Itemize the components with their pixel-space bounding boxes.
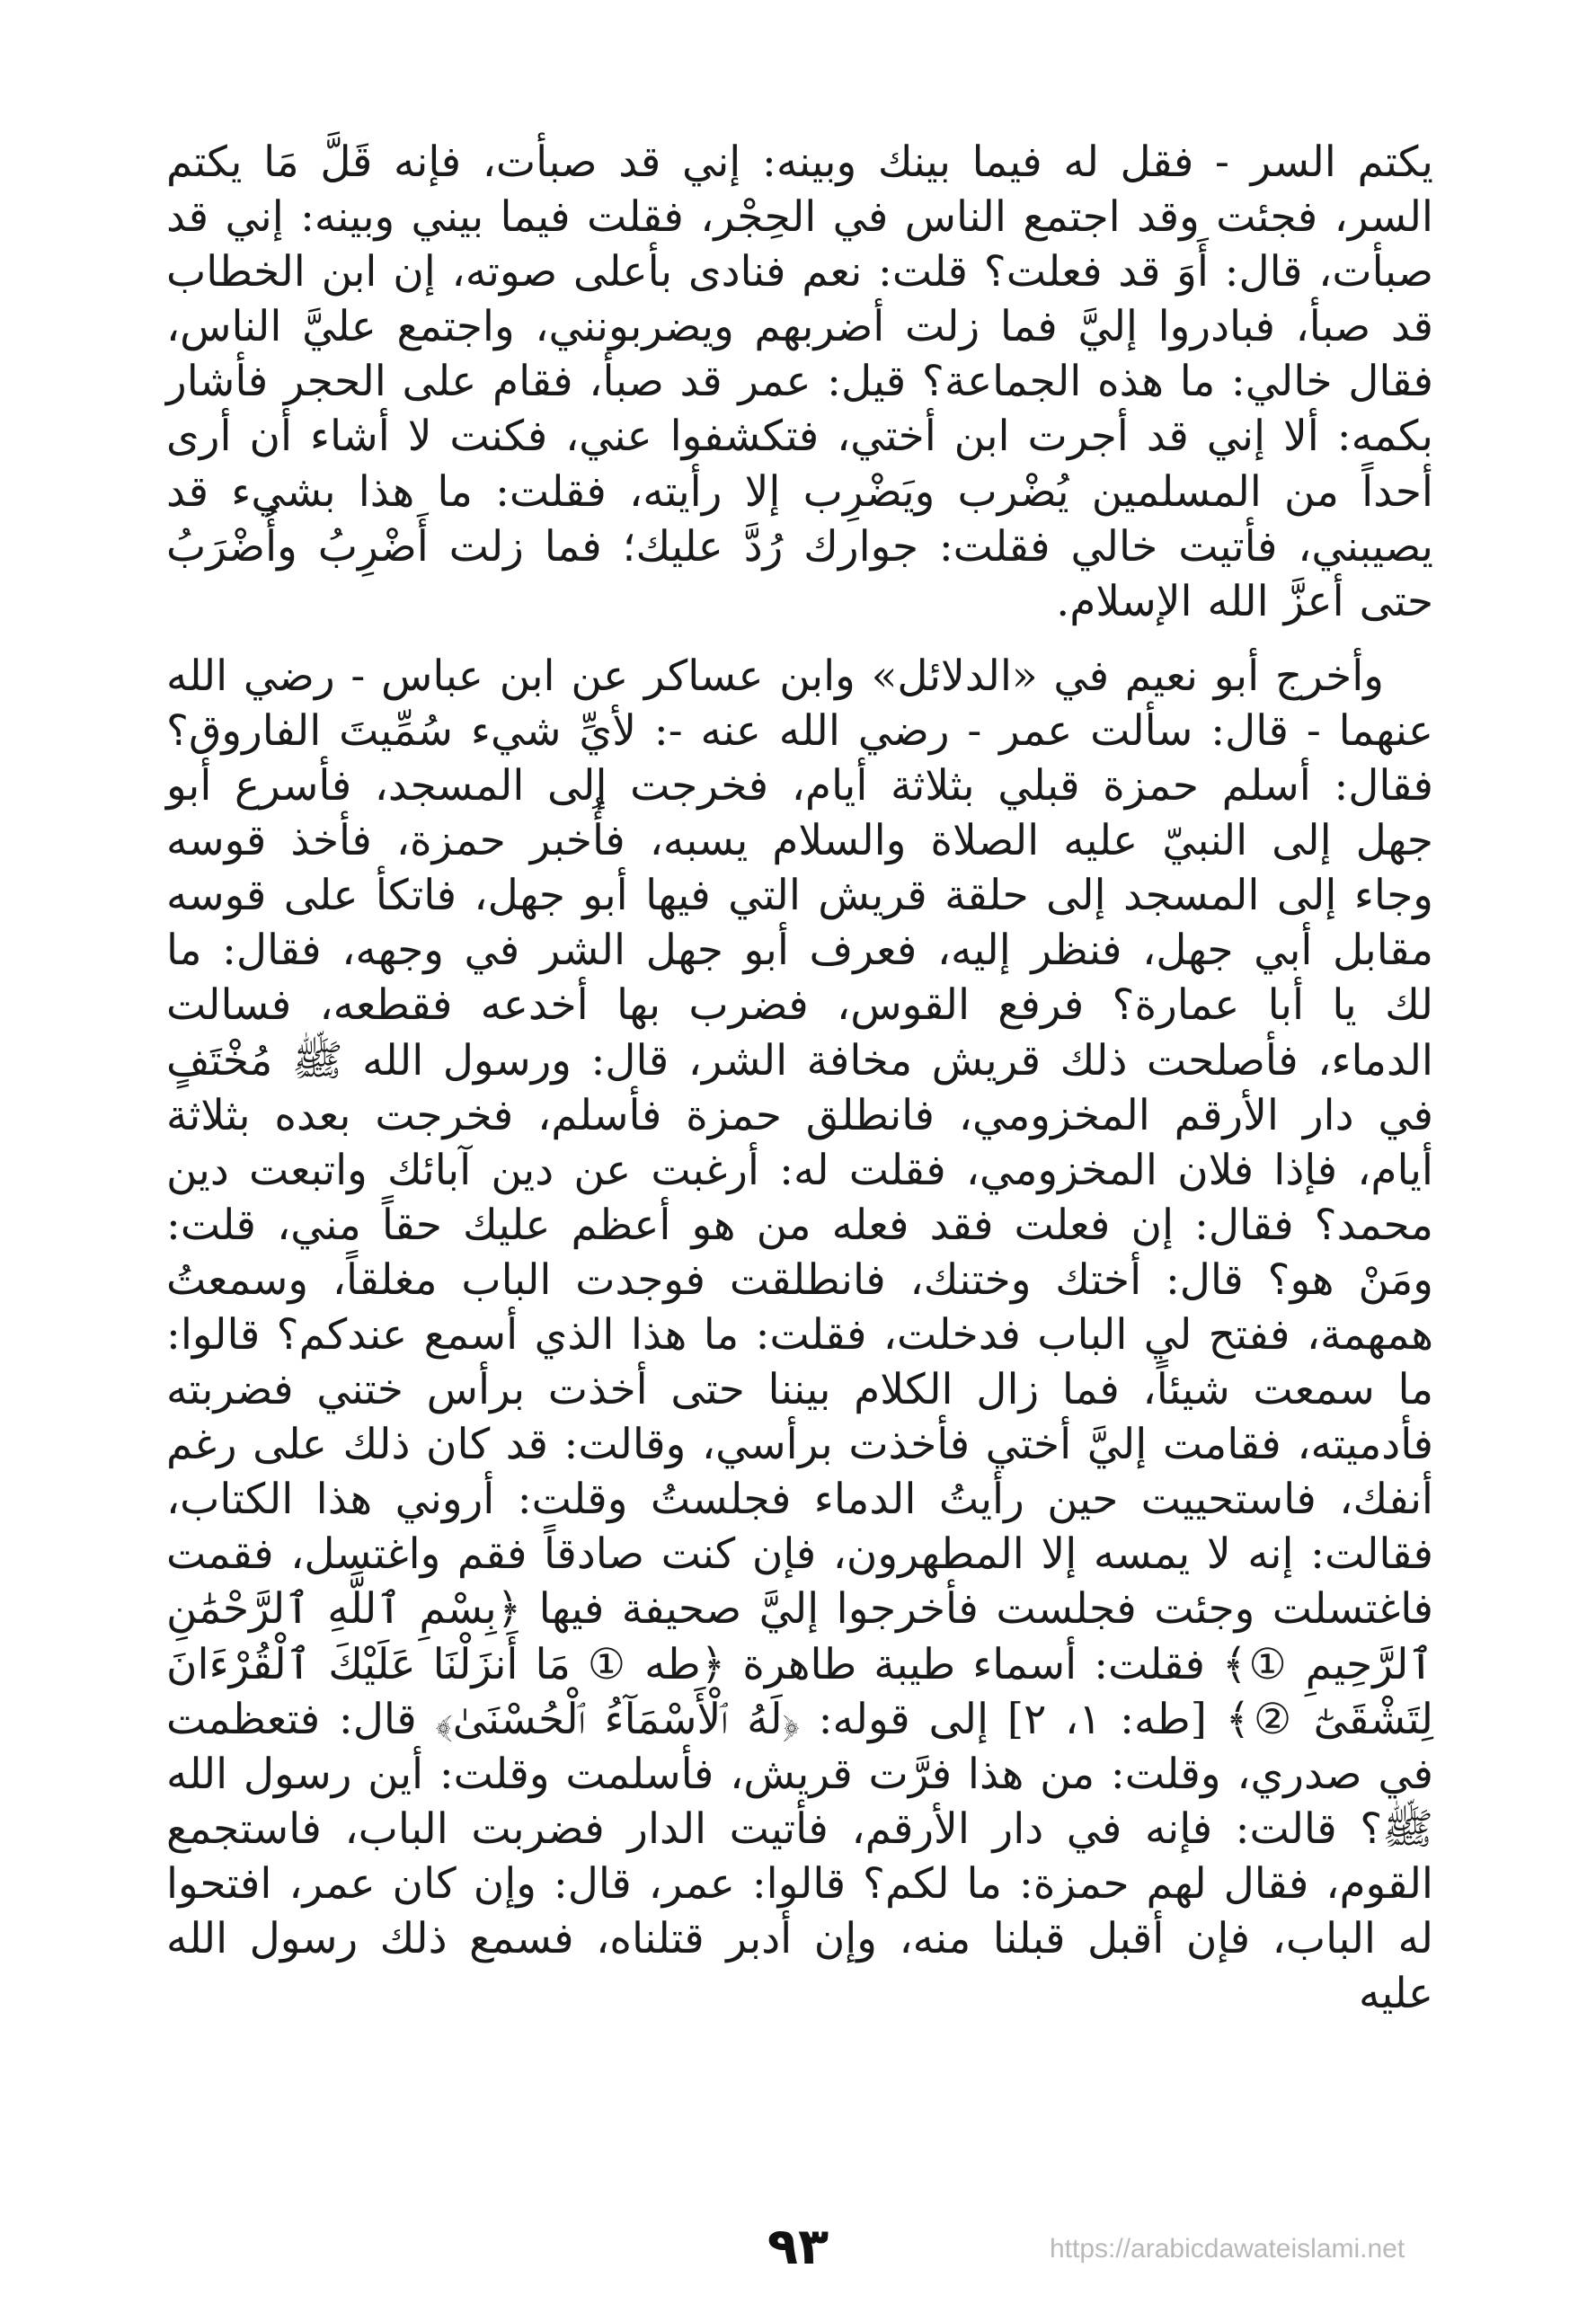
page-body <box>166 135 1433 2273</box>
paragraph-1: يكتم السر - فقل له فيما بينك وبينه: إني قد صبأت، فإنه قَلَّ مَا يكتم السر، فجئت وقد اجتمع الناس في الحِجْر، فقلت فيما بيني وبينه: إني قد صبأت، قال: أَوَ قد فعلت؟ قلت: نعم فنادى بأعلى صوته، إن ابن الخطاب قد صبأ، فبادروا إليَّ فما زلت أضربهم ويضربونني، واجتمع عليَّ الناس، فقال خالي: ما هذه الجماعة؟ قيل: عمر قد صبأ، فقام على الحجر فأشار بكمه: ألا إني قد أجرت ابن أختي، فتكشفوا عني، فكنت لا أشاء أن أرى أحداً من المسلمين يُضْرب ويَضْرِب إلا رأيته، فقلت: ما هذا بشيء قد يصيبني، فأتيت خالي فقلت: جوارك رُدَّ عليك؛ فما زلت أَضْرِبُ وأُضْرَبُ حتى أعزَّ الله الإسلام. <box>166 137 1433 626</box>
paragraph-2: وأخرج أبو نعيم في «الدلائل» وابن عساكر عن ابن عباس - رضي الله عنهما - قال: سألت عمر - رضي الله عنه -: لأيِّ شيء سُمِّيتَ الفاروق؟ فقال: أسلم حمزة قبلي بثلاثة أيام، فخرجت إلى المسجد، فأسرع أبو جهل إلى النبيّ عليه الصلاة والسلام يسبه، فأُخبر حمزة، فأخذ قوسه وجاء إلى المسجد إلى حلقة قريش التي فيها أبو جهل، فاتكأ على قوسه مقابل أبي جهل، فنظر إليه، فعرف أبو جهل الشر في وجهه، فقال: ما لك يا أبا عمارة؟ فرفع القوس، فضرب بها أخدعه فقطعه، فسالت الدماء، فأصلحت ذلك قريش مخافة الشر، قال: ورسول الله ﷺ مُخْتَفٍ في دار الأرقم المخزومي، فانطلق حمزة فأسلم، فخرجت بعده بثلاثة أيام، فإذا فلان المخزومي، فقلت له: أرغبت عن دين آبائك واتبعت دين محمد؟ فقال: إن فعلت فقد فعله من هو أعظم عليك حقاً مني، قلت: ومَنْ هو؟ قال: أختك وختنك، فانطلقت فوجدت الباب مغلقاً، وسمعتُ همهمة، ففتح لي الباب فدخلت، فقلت: ما هذا الذي أسمع عندكم؟ قالوا: ما سمعت شيئاً، فما زال الكلام بيننا حتى أخذت برأس ختني فضربته فأدميته، فقامت إليَّ أختي فأخذت برأسي، وقالت: قد كان ذلك على رغم أنفك، فاستحييت حين رأيتُ الدماء فجلستُ وقلت: أروني هذا الكتاب، فقالت: إنه لا يمسه إلا المطهرون، فإن كنت صادقاً فقم واغتسل، فقمت فاغتسلت وجئت فجلست فأخرجوا إليَّ صحيفة فيها ﴿بِسْمِ ٱللَّهِ ٱلرَّحْمَٰنِ ٱلرَّحِيمِ ①﴾ فقلت: أسماء طيبة طاهرة ﴿طه ① مَا أَنزَلْنَا عَلَيْكَ ٱلْقُرْءَانَ لِتَشْقَىٰٓ ②﴾ [طه: ١، ٢] إلى قوله: ﴿لَهُ ٱلْأَسْمَآءُ ٱلْحُسْنَىٰ﴾ قال: فتعظمت في صدري، وقلت: من هذا فرَّت قريش، فأسلمت وقلت: أين رسول الله ﷺ؟ قالت: فإنه في دار الأرقم، فأتيت الدار فضربت الباب، فاستجمع القوم، فقال لهم حمزة: ما لكم؟ قالوا: عمر، قال: وإن كان عمر، افتحوا له الباب، فإن أقبل قبلنا منه، وإن أدبر قتلناه، فسمع ذلك رسول الله عليه <box>166 651 1434 2019</box>
watermark-url: https://arabicdawateislami.net <box>1050 2234 1405 2264</box>
page-footer <box>0 2218 1596 2290</box>
page-number: ٩٣ <box>767 2218 829 2276</box>
